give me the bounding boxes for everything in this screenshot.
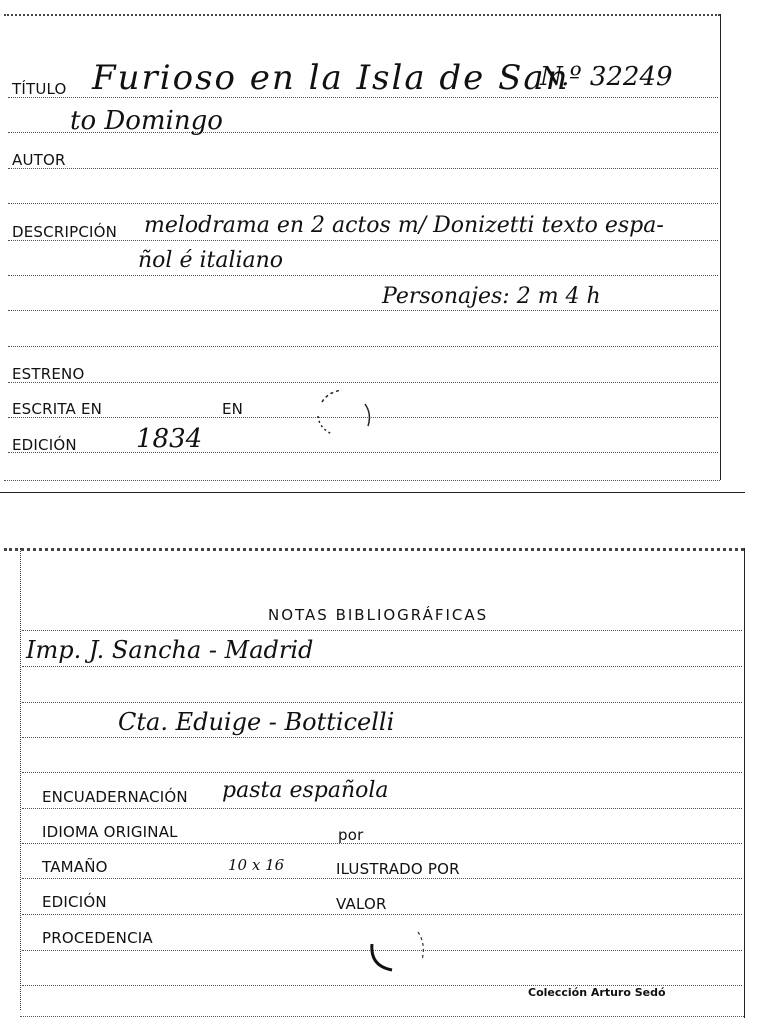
row-line bbox=[8, 168, 718, 169]
por-label: por bbox=[338, 826, 364, 844]
left-border bbox=[20, 548, 21, 1010]
row-line bbox=[8, 452, 718, 453]
row-line bbox=[8, 346, 718, 347]
estreno-label: ESTRENO bbox=[12, 365, 85, 383]
bottom-border bbox=[20, 1016, 744, 1017]
procedencia-label: PROCEDENCIA bbox=[42, 929, 153, 947]
encuadernacion-value: pasta española bbox=[222, 778, 389, 803]
titulo-value-line1: Furioso en la Isla de San bbox=[92, 58, 570, 98]
row-line bbox=[22, 737, 742, 738]
en-label: EN bbox=[222, 400, 244, 418]
descripcion-value-line1: melodrama en 2 actos m/ Donizetti texto espa- bbox=[144, 213, 664, 238]
row-line bbox=[22, 772, 742, 773]
tamano-value: 10 x 16 bbox=[228, 856, 285, 874]
note-line-1: Imp. J. Sancha - Madrid bbox=[26, 636, 314, 664]
row-line bbox=[22, 808, 742, 809]
escrita-en-label: ESCRITA EN bbox=[12, 400, 103, 418]
descripcion-label: DESCRIPCIÓN bbox=[12, 223, 118, 241]
row-line bbox=[22, 878, 742, 879]
front-card bbox=[0, 0, 759, 495]
row-line bbox=[22, 702, 742, 703]
row-line bbox=[8, 203, 718, 204]
titulo-value-line2: to Domingo bbox=[70, 106, 223, 136]
note-line-2: Cta. Eduige - Botticelli bbox=[118, 708, 395, 736]
row-line bbox=[22, 630, 742, 631]
row-line bbox=[8, 382, 718, 383]
back-card bbox=[0, 530, 759, 1028]
personajes-value: Personajes: 2 m 4 h bbox=[382, 284, 601, 309]
top-border bbox=[4, 548, 744, 551]
row-line bbox=[8, 310, 718, 311]
row-line bbox=[8, 275, 718, 276]
autor-label: AUTOR bbox=[12, 151, 66, 169]
punch-hole-icon bbox=[310, 384, 380, 444]
collection-credit: Colección Arturo Sedó bbox=[528, 986, 666, 999]
row-line bbox=[22, 914, 742, 915]
bottom-border bbox=[4, 480, 720, 481]
ilustrado-por-label: ILUSTRADO POR bbox=[336, 860, 460, 878]
idioma-original-label: IDIOMA ORIGINAL bbox=[42, 823, 178, 841]
edicion-value: 1834 bbox=[136, 424, 203, 454]
row-line bbox=[22, 666, 742, 667]
edicion-back-label: EDICIÓN bbox=[42, 893, 107, 911]
right-border bbox=[720, 14, 721, 480]
encuadernacion-label: ENCUADERNACIÓN bbox=[42, 788, 188, 806]
titulo-label: TÍTULO bbox=[12, 80, 67, 98]
edicion-label: EDICIÓN bbox=[12, 436, 77, 454]
card-separator bbox=[0, 492, 745, 493]
valor-label: VALOR bbox=[336, 895, 387, 913]
descripcion-value-line2: ñol é italiano bbox=[138, 248, 284, 273]
tamano-label: TAMAÑO bbox=[42, 858, 108, 876]
punch-hole-icon bbox=[362, 920, 432, 980]
notas-heading: NOTAS BIBLIOGRÁFICAS bbox=[268, 606, 489, 624]
catalog-number: N.º 32249 bbox=[540, 62, 673, 92]
row-line bbox=[22, 843, 742, 844]
right-border bbox=[744, 548, 745, 1018]
top-border bbox=[4, 14, 720, 16]
